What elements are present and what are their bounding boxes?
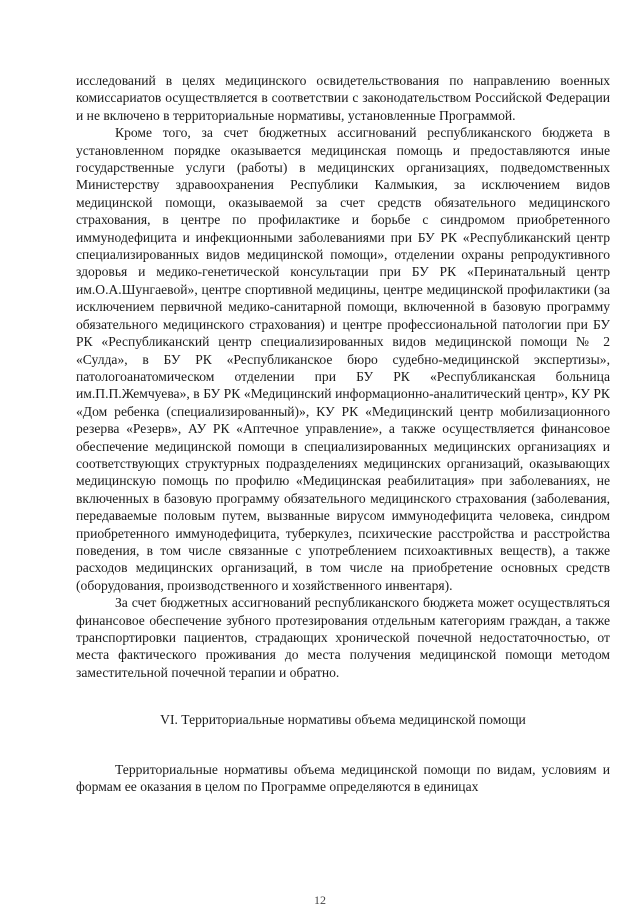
paragraph-dental-prosthetics: За счет бюджетных ассигнований республиканского бюджета может осуществляться финансовое обеспечение зубного протезирования отдельным категориям граждан, а также транспортировки пациентов, страдающих хронической почечной недостаточностью, от места фактического проживания до места получения медицинской помощи методом заместительной почечной терапии и обратно. bbox=[76, 595, 610, 680]
paragraph-republican-budget-services: Кроме того, за счет бюджетных ассигнований республиканского бюджета в установленном порядке оказывается медицинская помощь и предоставляются иные государственные услуги (работы) в медицинских организациях, подведомственных Министерству здравоохранения Республики Калмыкия, за исключением видов медицинской помощи, оказываемой за счет средств обязательного медицинского страхования, в центре по профилактике и борьбе с синдромом приобретенного иммунодефицита и инфекционными заболеваниями при БУ РК «Республиканский центр специализированных видов медицинской помощи», отделении охраны репродуктивного здоровья и медико-генетической консультации при БУ РК «Перинатальный центр им.О.А.Шунгаевой», центре спортивной медицины, центре медицинской профилактики (за исключением первичной медико-санитарной помощи, включенной в базовую программу обязательного медицинского страхования) и центре профессиональной патологии при БУ РК «Республиканский центр специализированных видов медицинской помощи № 2 «Сулда», в БУ РК «Республиканское бюро судебно-медицинской экспертизы», патологоанатомическом отделении при БУ РК «Республиканская больница им.П.П.Жемчуева», в БУ РК «Медицинский информационно-аналитический центр», КУ РК «Дом ребенка (специализированный)», КУ РК «Медицинский центр мобилизационного резерва «Резерв», АУ РК «Аптечное управление», а также осуществляется финансовое обеспечение медицинской помощи в специализированных медицинских организациях и соответствующих структурных подразделениях медицинских организаций, оказывающих медицинскую помощь по профилю «Медицинская реабилитация» при заболеваниях, не включенных в базовую программу обязательного медицинского страхования (заболевания, передаваемые половым путем, вызванные вирусом иммунодефицита человека, синдром приобретенного иммунодефицита, туберкулез, психические расстройства и расстройства поведения, в том числе связанные с употреблением психоактивных веществ), а также расходов медицинских организаций, в том числе на приобретение основных средств (оборудования, производственного и хозяйственного инвентаря). bbox=[76, 125, 610, 593]
document-page bbox=[76, 72, 610, 795]
paragraph-continuation: исследований в целях медицинского освидетельствования по направлению военных комиссариатов осуществляется в соответствии с законодательством Российской Федерации и не включено в территориальные нормативы, установленные Программой. bbox=[76, 73, 610, 123]
section-heading: VI. Территориальные нормативы объема медицинской помощи bbox=[160, 712, 526, 728]
page-number: 12 bbox=[314, 893, 326, 905]
paragraph-territorial-norms: Территориальные нормативы объема медицинской помощи по видам, условиям и формам ее оказания в целом по Программе определяются в единицах bbox=[76, 761, 610, 795]
